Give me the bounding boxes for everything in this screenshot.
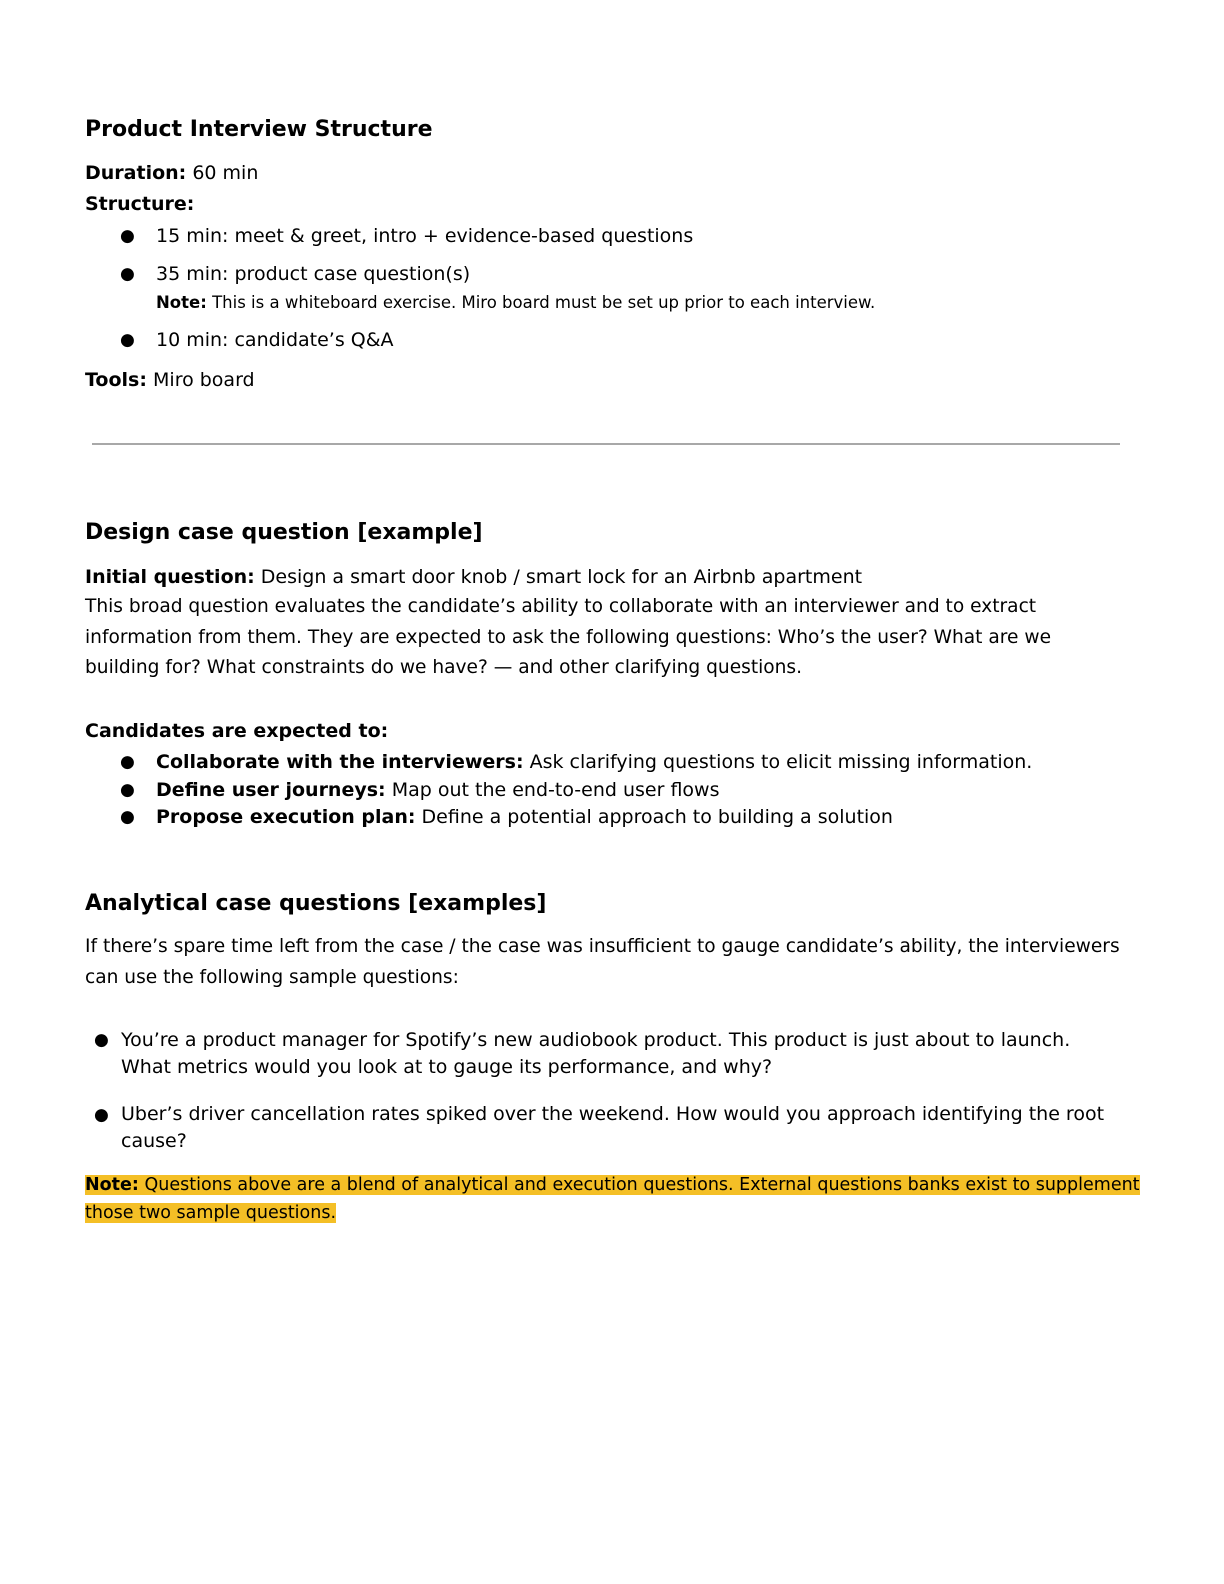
- whiteboard-note: [156, 292, 875, 314]
- note-text: those two sample questions.: [85, 1203, 337, 1223]
- bullet-icon: ●: [120, 330, 135, 350]
- analytical-intro-paragraph: If there’s spare time left from the case / the case was insufficient to gauge candidate’s ability, the interviewers can use the following sample questions:: [85, 936, 1120, 988]
- expectation-label: Collaborate with the interviewers:: [156, 751, 524, 773]
- design-case-paragraph: This broad question evaluates the candidate’s ability to collaborate with an interviewer and to extract information from them. They are expected to ask the following questions: Who’s the user? What are we building for? What constraints do we have? — and other clarifying questions.: [85, 596, 1052, 678]
- tools-value: Miro board: [153, 369, 255, 391]
- bullet-icon: ●: [120, 780, 135, 800]
- structure-item: 15 min: meet & greet, intro + evidence-based questions: [156, 225, 694, 247]
- bullet-icon: ●: [94, 1105, 109, 1125]
- duration-value: 60 min: [192, 162, 259, 184]
- note-label: Note:: [85, 1175, 139, 1195]
- bullet-icon: ●: [120, 264, 135, 284]
- expectation-text: Ask clarifying questions to elicit missing information.: [529, 751, 1033, 773]
- tools-label: Tools:: [85, 369, 147, 391]
- initial-question-text: Design a smart door knob / smart lock for an Airbnb apartment: [260, 566, 863, 588]
- structure-item: 35 min: product case question(s): [156, 263, 471, 285]
- initial-question-line: [85, 562, 862, 592]
- bullet-icon: ●: [120, 752, 135, 772]
- expected-label: Candidates are expected to:: [85, 720, 389, 742]
- expectation-text: Define a potential approach to building a solution: [421, 806, 893, 828]
- initial-question-label: Initial question:: [85, 566, 255, 588]
- expectation-label: Propose execution plan:: [156, 806, 416, 828]
- expectation-item: [156, 747, 1032, 777]
- section-title-interview-structure: Product Interview Structure: [85, 117, 433, 142]
- highlighted-note-line-1: [85, 1172, 1140, 1199]
- highlighted-note-line-2: [85, 1200, 336, 1227]
- expectation-label: Define user journeys:: [156, 779, 386, 801]
- expectation-text: Map out the end-to-end user flows: [391, 779, 720, 801]
- section-title-analytical-case: Analytical case questions [examples]: [85, 891, 547, 916]
- note-text: Questions above are a blend of analytical and execution questions. External questions banks exist to supplement: [144, 1175, 1140, 1195]
- analytical-question: You’re a product manager for Spotify’s new audiobook product. This product is just about to launch. What metrics would you look at to gauge its performance, and why?: [121, 1029, 1071, 1078]
- note-text: This is a whiteboard exercise. Miro board must be set up prior to each interview.: [212, 293, 876, 312]
- expectation-item: [156, 775, 720, 805]
- bullet-icon: ●: [120, 226, 135, 246]
- section-title-design-case: Design case question [example]: [85, 520, 483, 545]
- bullet-icon: ●: [120, 807, 135, 827]
- note-label: Note:: [156, 293, 207, 312]
- duration-line: [85, 158, 258, 188]
- structure-label: Structure:: [85, 193, 195, 215]
- tools-line: [85, 365, 255, 395]
- expectation-item: [156, 802, 893, 832]
- analytical-question: Uber’s driver cancellation rates spiked over the weekend. How would you approach identifying the root cause?: [121, 1103, 1105, 1152]
- structure-item: 10 min: candidate’s Q&A: [156, 329, 394, 351]
- duration-label: Duration:: [85, 162, 187, 184]
- horizontal-divider: [92, 443, 1120, 445]
- bullet-icon: ●: [94, 1030, 109, 1050]
